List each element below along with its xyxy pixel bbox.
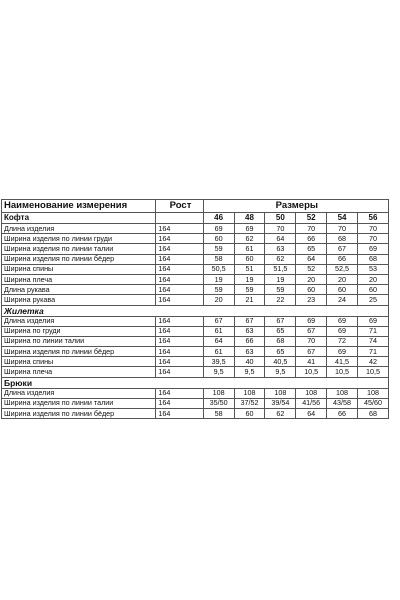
height-cell: 164 bbox=[156, 357, 203, 367]
value-cell: 71 bbox=[357, 347, 388, 357]
measurement-name: Ширина рукава bbox=[2, 295, 156, 305]
value-cell: 52,5 bbox=[327, 264, 358, 274]
table-row bbox=[2, 316, 389, 326]
value-cell: 23 bbox=[296, 295, 327, 305]
section-title-kofta: Кофта bbox=[2, 213, 156, 224]
value-cell: 67 bbox=[327, 244, 358, 254]
empty-cell bbox=[156, 213, 203, 224]
value-cell: 67 bbox=[296, 326, 327, 336]
value-cell: 40,5 bbox=[265, 357, 296, 367]
value-cell: 69 bbox=[327, 326, 358, 336]
measurement-name: Ширина изделия по линии талии bbox=[2, 244, 156, 254]
measurement-name: Ширина спины bbox=[2, 264, 156, 274]
height-cell: 164 bbox=[156, 388, 203, 398]
value-cell: 59 bbox=[234, 285, 265, 295]
value-cell: 59 bbox=[203, 244, 234, 254]
value-cell: 69 bbox=[327, 316, 358, 326]
table-row bbox=[2, 388, 389, 398]
value-cell: 66 bbox=[234, 336, 265, 346]
value-cell: 51,5 bbox=[265, 264, 296, 274]
value-cell: 10,5 bbox=[327, 367, 358, 377]
value-cell: 24 bbox=[327, 295, 358, 305]
measurement-name: Ширина плеча bbox=[2, 274, 156, 284]
height-cell: 164 bbox=[156, 336, 203, 346]
measurement-name: Длина изделия bbox=[2, 316, 156, 326]
value-cell: 42 bbox=[357, 357, 388, 367]
value-cell: 63 bbox=[265, 244, 296, 254]
value-cell: 62 bbox=[265, 254, 296, 264]
measurement-name: Ширина изделия по линии груди bbox=[2, 234, 156, 244]
value-cell: 35/50 bbox=[203, 398, 234, 408]
value-cell: 60 bbox=[327, 285, 358, 295]
value-cell: 58 bbox=[203, 409, 234, 419]
value-cell: 64 bbox=[203, 336, 234, 346]
value-cell: 67 bbox=[265, 316, 296, 326]
table-row bbox=[2, 224, 389, 234]
value-cell: 72 bbox=[327, 336, 358, 346]
value-cell: 60 bbox=[357, 285, 388, 295]
measurement-name: Длина изделия bbox=[2, 224, 156, 234]
height-cell: 164 bbox=[156, 264, 203, 274]
table-row bbox=[2, 234, 389, 244]
value-cell: 20 bbox=[296, 274, 327, 284]
value-cell: 60 bbox=[234, 409, 265, 419]
value-cell: 65 bbox=[265, 347, 296, 357]
value-cell: 58 bbox=[203, 254, 234, 264]
value-cell: 108 bbox=[234, 388, 265, 398]
value-cell: 62 bbox=[234, 234, 265, 244]
height-cell: 164 bbox=[156, 367, 203, 377]
section-title-zhiletka: Жилетка bbox=[2, 305, 389, 316]
value-cell: 61 bbox=[203, 347, 234, 357]
value-cell: 108 bbox=[327, 388, 358, 398]
table-row bbox=[2, 409, 389, 419]
value-cell: 61 bbox=[203, 326, 234, 336]
value-cell: 68 bbox=[265, 336, 296, 346]
size-48: 48 bbox=[234, 213, 265, 224]
value-cell: 37/52 bbox=[234, 398, 265, 408]
value-cell: 108 bbox=[357, 388, 388, 398]
value-cell: 51 bbox=[234, 264, 265, 274]
value-cell: 41 bbox=[296, 357, 327, 367]
value-cell: 62 bbox=[265, 409, 296, 419]
height-cell: 164 bbox=[156, 316, 203, 326]
value-cell: 70 bbox=[296, 336, 327, 346]
value-cell: 108 bbox=[265, 388, 296, 398]
value-cell: 70 bbox=[296, 224, 327, 234]
height-cell: 164 bbox=[156, 285, 203, 295]
table-row bbox=[2, 357, 389, 367]
value-cell: 60 bbox=[234, 254, 265, 264]
table-row bbox=[2, 336, 389, 346]
value-cell: 71 bbox=[357, 326, 388, 336]
value-cell: 70 bbox=[357, 234, 388, 244]
value-cell: 43/58 bbox=[327, 398, 358, 408]
value-cell: 50,5 bbox=[203, 264, 234, 274]
value-cell: 64 bbox=[296, 409, 327, 419]
size-50: 50 bbox=[265, 213, 296, 224]
value-cell: 22 bbox=[265, 295, 296, 305]
table-row bbox=[2, 285, 389, 295]
height-cell: 164 bbox=[156, 224, 203, 234]
size-54: 54 bbox=[327, 213, 358, 224]
value-cell: 69 bbox=[296, 316, 327, 326]
value-cell: 60 bbox=[203, 234, 234, 244]
measurement-name: Ширина изделия по линии бёдер bbox=[2, 409, 156, 419]
value-cell: 67 bbox=[234, 316, 265, 326]
value-cell: 70 bbox=[327, 224, 358, 234]
value-cell: 52 bbox=[296, 264, 327, 274]
measurement-name: Ширина спины bbox=[2, 357, 156, 367]
value-cell: 68 bbox=[327, 234, 358, 244]
value-cell: 41/56 bbox=[296, 398, 327, 408]
height-cell: 164 bbox=[156, 295, 203, 305]
height-cell: 164 bbox=[156, 409, 203, 419]
value-cell: 66 bbox=[296, 234, 327, 244]
value-cell: 19 bbox=[265, 274, 296, 284]
value-cell: 69 bbox=[357, 244, 388, 254]
value-cell: 68 bbox=[357, 254, 388, 264]
header-height: Рост bbox=[156, 200, 203, 213]
value-cell: 60 bbox=[296, 285, 327, 295]
value-cell: 68 bbox=[357, 409, 388, 419]
value-cell: 64 bbox=[265, 234, 296, 244]
value-cell: 67 bbox=[296, 347, 327, 357]
table-row bbox=[2, 347, 389, 357]
table-row bbox=[2, 254, 389, 264]
size-46: 46 bbox=[203, 213, 234, 224]
value-cell: 66 bbox=[327, 409, 358, 419]
section-header-row bbox=[2, 377, 389, 388]
value-cell: 64 bbox=[296, 254, 327, 264]
table-row bbox=[2, 244, 389, 254]
value-cell: 59 bbox=[265, 285, 296, 295]
value-cell: 39,5 bbox=[203, 357, 234, 367]
kofta-header-row bbox=[2, 213, 389, 224]
value-cell: 74 bbox=[357, 336, 388, 346]
table-row bbox=[2, 264, 389, 274]
height-cell: 164 bbox=[156, 326, 203, 336]
value-cell: 19 bbox=[234, 274, 265, 284]
section-title-bryuki: Брюки bbox=[2, 377, 389, 388]
height-cell: 164 bbox=[156, 244, 203, 254]
value-cell: 63 bbox=[234, 326, 265, 336]
value-cell: 19 bbox=[203, 274, 234, 284]
value-cell: 65 bbox=[265, 326, 296, 336]
value-cell: 10,5 bbox=[296, 367, 327, 377]
height-cell: 164 bbox=[156, 398, 203, 408]
measurement-name: Ширина по груди bbox=[2, 326, 156, 336]
value-cell: 63 bbox=[234, 347, 265, 357]
table-row bbox=[2, 274, 389, 284]
value-cell: 69 bbox=[203, 224, 234, 234]
measurement-name: Ширина изделия по линии бёдер bbox=[2, 254, 156, 264]
value-cell: 21 bbox=[234, 295, 265, 305]
value-cell: 9,5 bbox=[234, 367, 265, 377]
value-cell: 70 bbox=[357, 224, 388, 234]
value-cell: 59 bbox=[203, 285, 234, 295]
table-row bbox=[2, 398, 389, 408]
value-cell: 25 bbox=[357, 295, 388, 305]
value-cell: 69 bbox=[357, 316, 388, 326]
height-cell: 164 bbox=[156, 254, 203, 264]
header-sizes: Размеры bbox=[203, 200, 388, 213]
header-row bbox=[2, 200, 389, 213]
value-cell: 9,5 bbox=[203, 367, 234, 377]
table-row bbox=[2, 326, 389, 336]
value-cell: 41,5 bbox=[327, 357, 358, 367]
value-cell: 20 bbox=[357, 274, 388, 284]
height-cell: 164 bbox=[156, 234, 203, 244]
header-name: Наименование измерения bbox=[2, 200, 156, 213]
value-cell: 69 bbox=[234, 224, 265, 234]
value-cell: 20 bbox=[203, 295, 234, 305]
value-cell: 20 bbox=[327, 274, 358, 284]
value-cell: 9,5 bbox=[265, 367, 296, 377]
value-cell: 39/54 bbox=[265, 398, 296, 408]
size-52: 52 bbox=[296, 213, 327, 224]
measurement-name: Ширина изделия по линии талии bbox=[2, 398, 156, 408]
value-cell: 61 bbox=[234, 244, 265, 254]
value-cell: 108 bbox=[203, 388, 234, 398]
measurement-name: Ширина плеча bbox=[2, 367, 156, 377]
section-header-row bbox=[2, 305, 389, 316]
table-row bbox=[2, 367, 389, 377]
value-cell: 40 bbox=[234, 357, 265, 367]
height-cell: 164 bbox=[156, 274, 203, 284]
value-cell: 66 bbox=[327, 254, 358, 264]
measurement-name: Ширина изделия по линии бёдер bbox=[2, 347, 156, 357]
value-cell: 70 bbox=[265, 224, 296, 234]
height-cell: 164 bbox=[156, 347, 203, 357]
value-cell: 69 bbox=[327, 347, 358, 357]
value-cell: 10,5 bbox=[357, 367, 388, 377]
value-cell: 53 bbox=[357, 264, 388, 274]
size-chart-body bbox=[2, 200, 389, 419]
size-56: 56 bbox=[357, 213, 388, 224]
size-chart-table bbox=[1, 199, 389, 419]
value-cell: 45/60 bbox=[357, 398, 388, 408]
measurement-name: Длина изделия bbox=[2, 388, 156, 398]
measurement-name: Ширина по линии талии bbox=[2, 336, 156, 346]
measurement-name: Длина рукава bbox=[2, 285, 156, 295]
value-cell: 67 bbox=[203, 316, 234, 326]
value-cell: 65 bbox=[296, 244, 327, 254]
table-row bbox=[2, 295, 389, 305]
value-cell: 108 bbox=[296, 388, 327, 398]
